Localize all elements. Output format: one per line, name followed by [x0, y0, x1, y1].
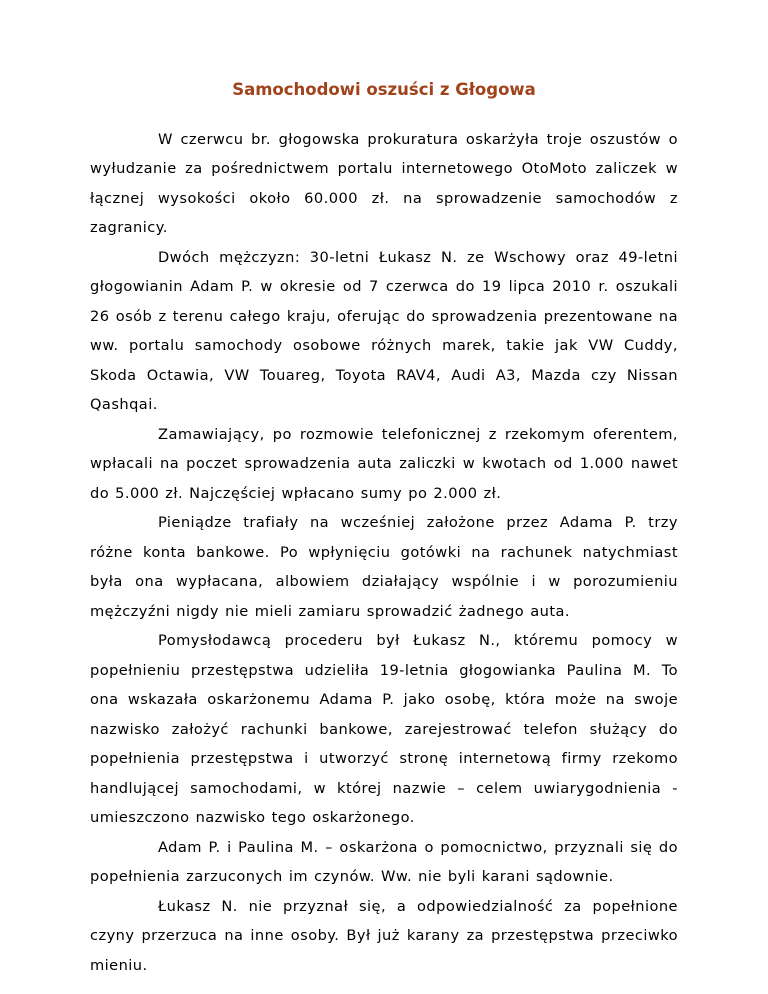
- paragraph: Dwóch mężczyzn: 30-letni Łukasz N. ze Wschowy oraz 49-letni głogowianin Adam P. w okresie od 7 czerwca do 19 lipca 2010 r. oszukali 26 osób z terenu całego kraju, oferując do sprowadzenia prezentowane na ww. portalu samochody osobowe różnych marek, takie jak VW Cuddy, Skoda Octawia, VW Touareg, Toyota RAV4, Audi A3, Mazda czy Nissan Qashqai.: [90, 248, 678, 413]
- paragraph: Zamawiający, po rozmowie telefonicznej z rzekomym oferentem, wpłacali na poczet sprowadzenia auta zaliczki w kwotach od 1.000 nawet do 5.000 zł. Najczęściej wpłacano sumy po 2.000 zł.: [90, 425, 678, 502]
- document-page: [90, 75, 678, 980]
- paragraph: Pieniądze trafiały na wcześniej założone przez Adama P. trzy różne konta bankowe. Po wpłynięciu gotówki na rachunek natychmiast była ona wypłacana, albowiem działający wspólnie i w porozumieniu mężczyźni nigdy nie mieli zamiaru sprowadzić żadnego auta.: [90, 514, 678, 620]
- paragraph: Pomysłodawcą procederu był Łukasz N., któremu pomocy w popełnieniu przestępstwa udzieliła 19-letnia głogowianka Paulina M. To ona wskazała oskarżonemu Adama P. jako osobę, która może na swoje nazwisko założyć rachunki bankowe, zarejestrować telefon służący do popełnienia przestępstwa i utworzyć stronę internetową firmy rzekomo handlującej samochodami, w której nazwie – celem uwiarygodnienia - umieszczono nazwisko tego oskarżonego.: [90, 632, 678, 826]
- document-title: Samochodowi oszuści z Głogowa: [232, 80, 536, 99]
- paragraph: W czerwcu br. głogowska prokuratura oskarżyła troje oszustów o wyłudzanie za pośrednictwem portalu internetowego OtoMoto zaliczek w łącznej wysokości około 60.000 zł. na sprowadzenie samochodów z zagranicy.: [90, 130, 678, 236]
- paragraph: Łukasz N. nie przyznał się, a odpowiedzialność za popełnione czyny przerzuca na inne osoby. Był już karany za przestępstwa przeciwko mieniu.: [90, 897, 678, 974]
- paragraph: Adam P. i Paulina M. – oskarżona o pomocnictwo, przyznali się do popełnienia zarzuconych im czynów. Ww. nie byli karani sądownie.: [90, 838, 678, 885]
